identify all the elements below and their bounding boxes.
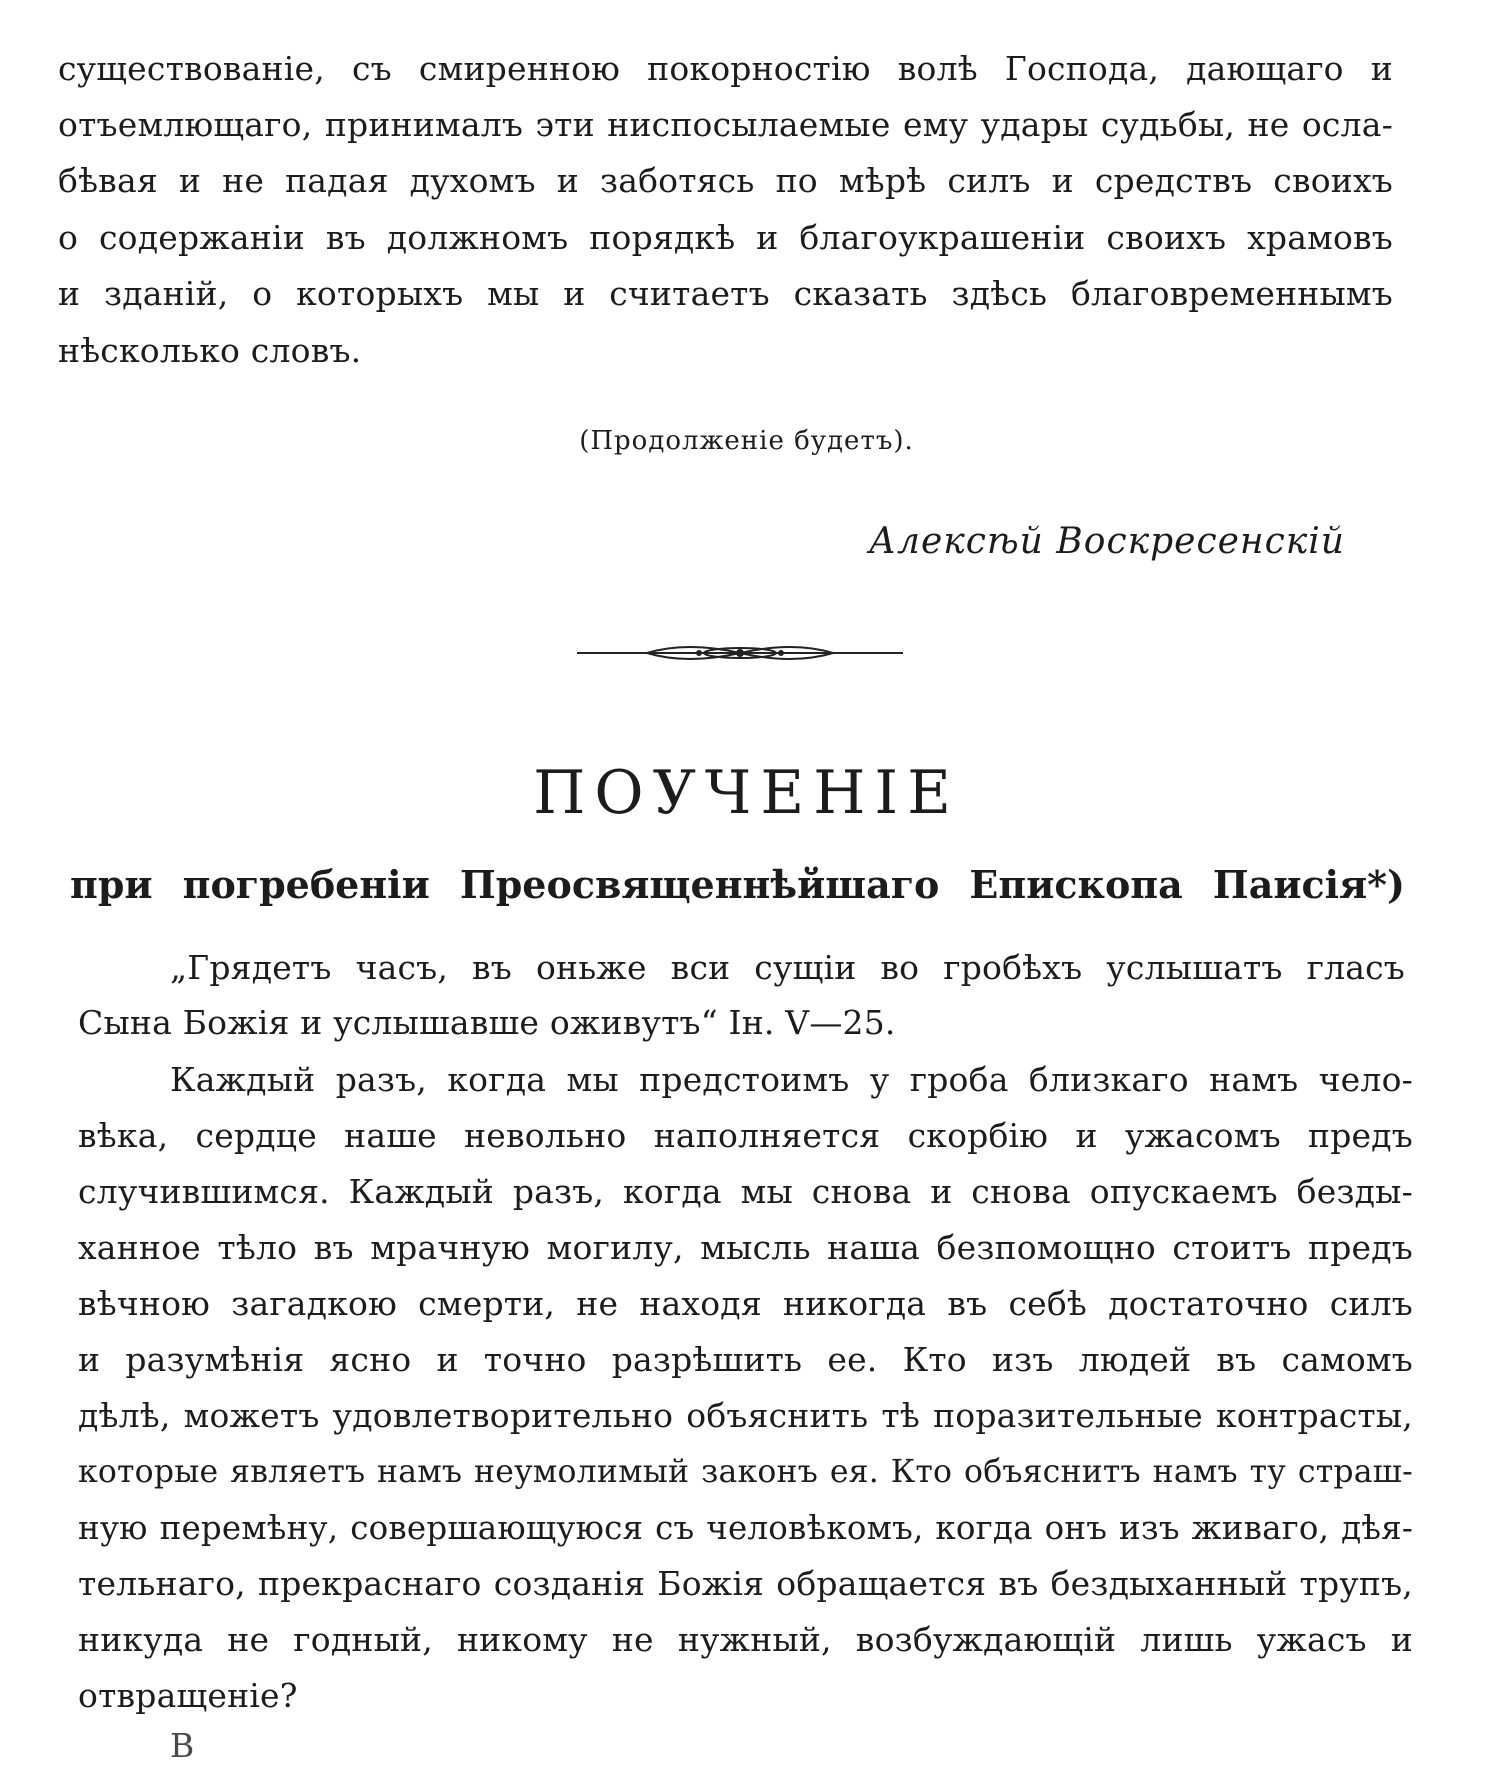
- author-signature: Алексѣй Воскресенскій: [868, 521, 1345, 562]
- paragraph-line: Каждый разъ, когда мы предстоимъ у гроба близкаго намъ чело-: [170, 1060, 1413, 1099]
- paragraph-line: вѣчною загадкою смерти, не находя никогда въ себѣ достаточно силъ: [78, 1284, 1413, 1323]
- text-line: отъемлющаго, принималъ эти ниспосылаемые ему удары судьбы, не осла-: [58, 105, 1393, 144]
- text-line-last: нѣсколько словъ.: [58, 331, 362, 370]
- epigraph-line: „Грядетъ часъ, въ оньже вси сущіи во гробѣхъ услышатъ гласъ: [170, 948, 1405, 987]
- paragraph-line-last: отвращеніе?: [78, 1676, 298, 1715]
- text-line: и зданій, о которыхъ мы и считаетъ сказать здѣсь благовременнымъ: [58, 274, 1393, 313]
- continuation-note: (Продолженіе будетъ).: [579, 426, 914, 456]
- ornamental-divider: [577, 637, 903, 669]
- paragraph-line: ную перемѣну, совершающуюся съ человѣкомъ, когда онъ изъ живаго, дѣя-: [78, 1509, 1413, 1547]
- paragraph-line: и разумѣнія ясно и точно разрѣшить ее. Кто изъ людей въ самомъ: [78, 1340, 1413, 1379]
- sermon-title: ПОУЧЕНІЕ: [533, 758, 960, 828]
- cut-off-next-line: В: [170, 1726, 195, 1765]
- epigraph-line: Сына Божія и услышавше оживутъ“ Ін. V—25.: [78, 1003, 896, 1042]
- sermon-subtitle: при погребеніи Преосвященнѣйшаго Епископа Паисія*): [70, 862, 1405, 907]
- paragraph-line: тельнаго, прекраснаго созданія Божія обращается въ бездыханный трупъ,: [78, 1564, 1413, 1603]
- text-line: о содержаніи въ должномъ порядкѣ и благоукрашеніи своихъ храмовъ: [58, 218, 1393, 257]
- text-line: бѣвая и не падая духомъ и заботясь по мѣрѣ силъ и средствъ своихъ: [58, 161, 1393, 200]
- paragraph-line: ханное тѣло въ мрачную могилу, мысль наша безпомощно стоитъ предъ: [78, 1228, 1413, 1267]
- text-line: существованіе, съ смиренною покорностію волѣ Господа, дающаго и: [58, 49, 1393, 88]
- paragraph-line: которые являетъ намъ неумолимый законъ ея. Кто объяснитъ намъ ту страш-: [78, 1454, 1413, 1490]
- paragraph-line: дѣлѣ, можетъ удовлетворительно объяснить тѣ поразительные контрасты,: [78, 1396, 1413, 1435]
- paragraph-line: вѣка, сердце наше невольно наполняется скорбію и ужасомъ предъ: [78, 1116, 1413, 1155]
- paragraph-line: никуда не годный, никому не нужный, возбуждающій лишь ужасъ и: [78, 1620, 1413, 1659]
- paragraph-line: случившимся. Каждый разъ, когда мы снова и снова опускаемъ безды-: [78, 1172, 1413, 1211]
